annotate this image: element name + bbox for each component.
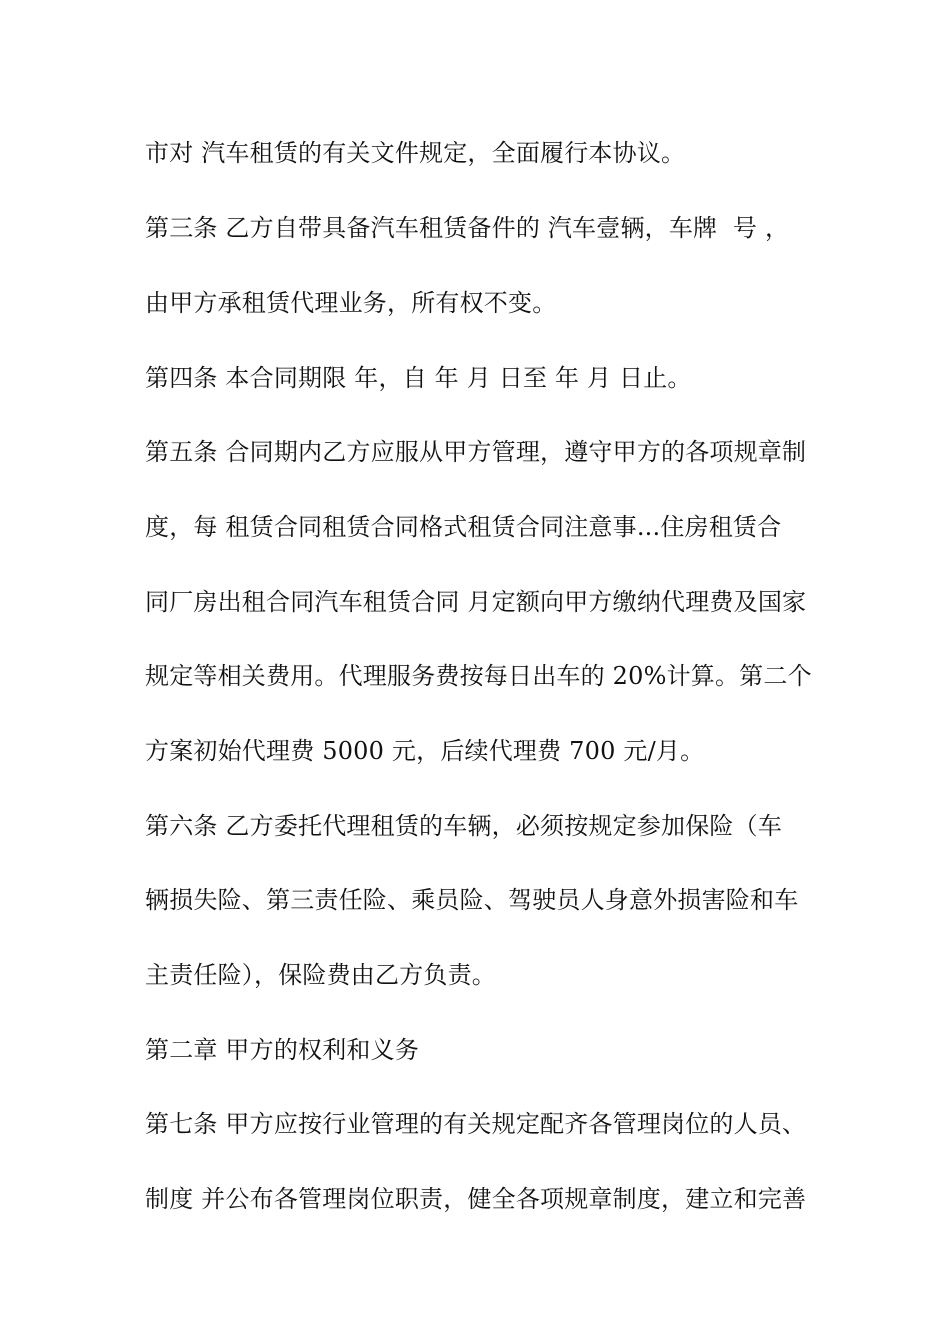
text-line: 第三条 乙方自带具备汽车租赁备件的 汽车壹辆，车牌 号 ， <box>145 214 790 242</box>
text-line: 度，每 租赁合同租赁合同格式租赁合同注意事...住房租赁合 <box>145 513 782 541</box>
text-line: 第六条 乙方委托代理租赁的车辆，必须按规定参加保险（车 <box>145 812 783 840</box>
text-line: 方案初始代理费 5000 元，后续代理费 700 元/月。 <box>145 737 705 765</box>
text-line: 市对 汽车租赁的有关文件规定，全面履行本协议。 <box>145 139 686 167</box>
text-line: 主责任险），保险费由乙方负责。 <box>145 961 496 989</box>
text-line: 制度 并公布各管理岗位职责，健全各项规章制度，建立和完善 <box>145 1185 807 1213</box>
text-line: 辆损失险、第三责任险、乘员险、驾驶员人身意外损害险和车 <box>145 886 799 914</box>
text-line: 由甲方承租赁代理业务，所有权不变。 <box>145 289 557 317</box>
text-line: 同厂房出租合同汽车租赁合同 月定额向甲方缴纳代理费及国家 <box>145 588 807 616</box>
text-line: 第四条 本合同期限 年，自 年 月 日至 年 月 日止。 <box>145 364 692 392</box>
text-line: 第七条 甲方应按行业管理的有关规定配齐各管理岗位的人员、 <box>145 1110 807 1138</box>
text-line: 第五条 合同期内乙方应服从甲方管理，遵守甲方的各项规章制 <box>145 438 807 466</box>
chapter-heading: 第二章 甲方的权利和义务 <box>145 1036 420 1064</box>
text-line: 规定等相关费用。代理服务费按每日出车的 20%计算。第二个 <box>145 662 812 690</box>
